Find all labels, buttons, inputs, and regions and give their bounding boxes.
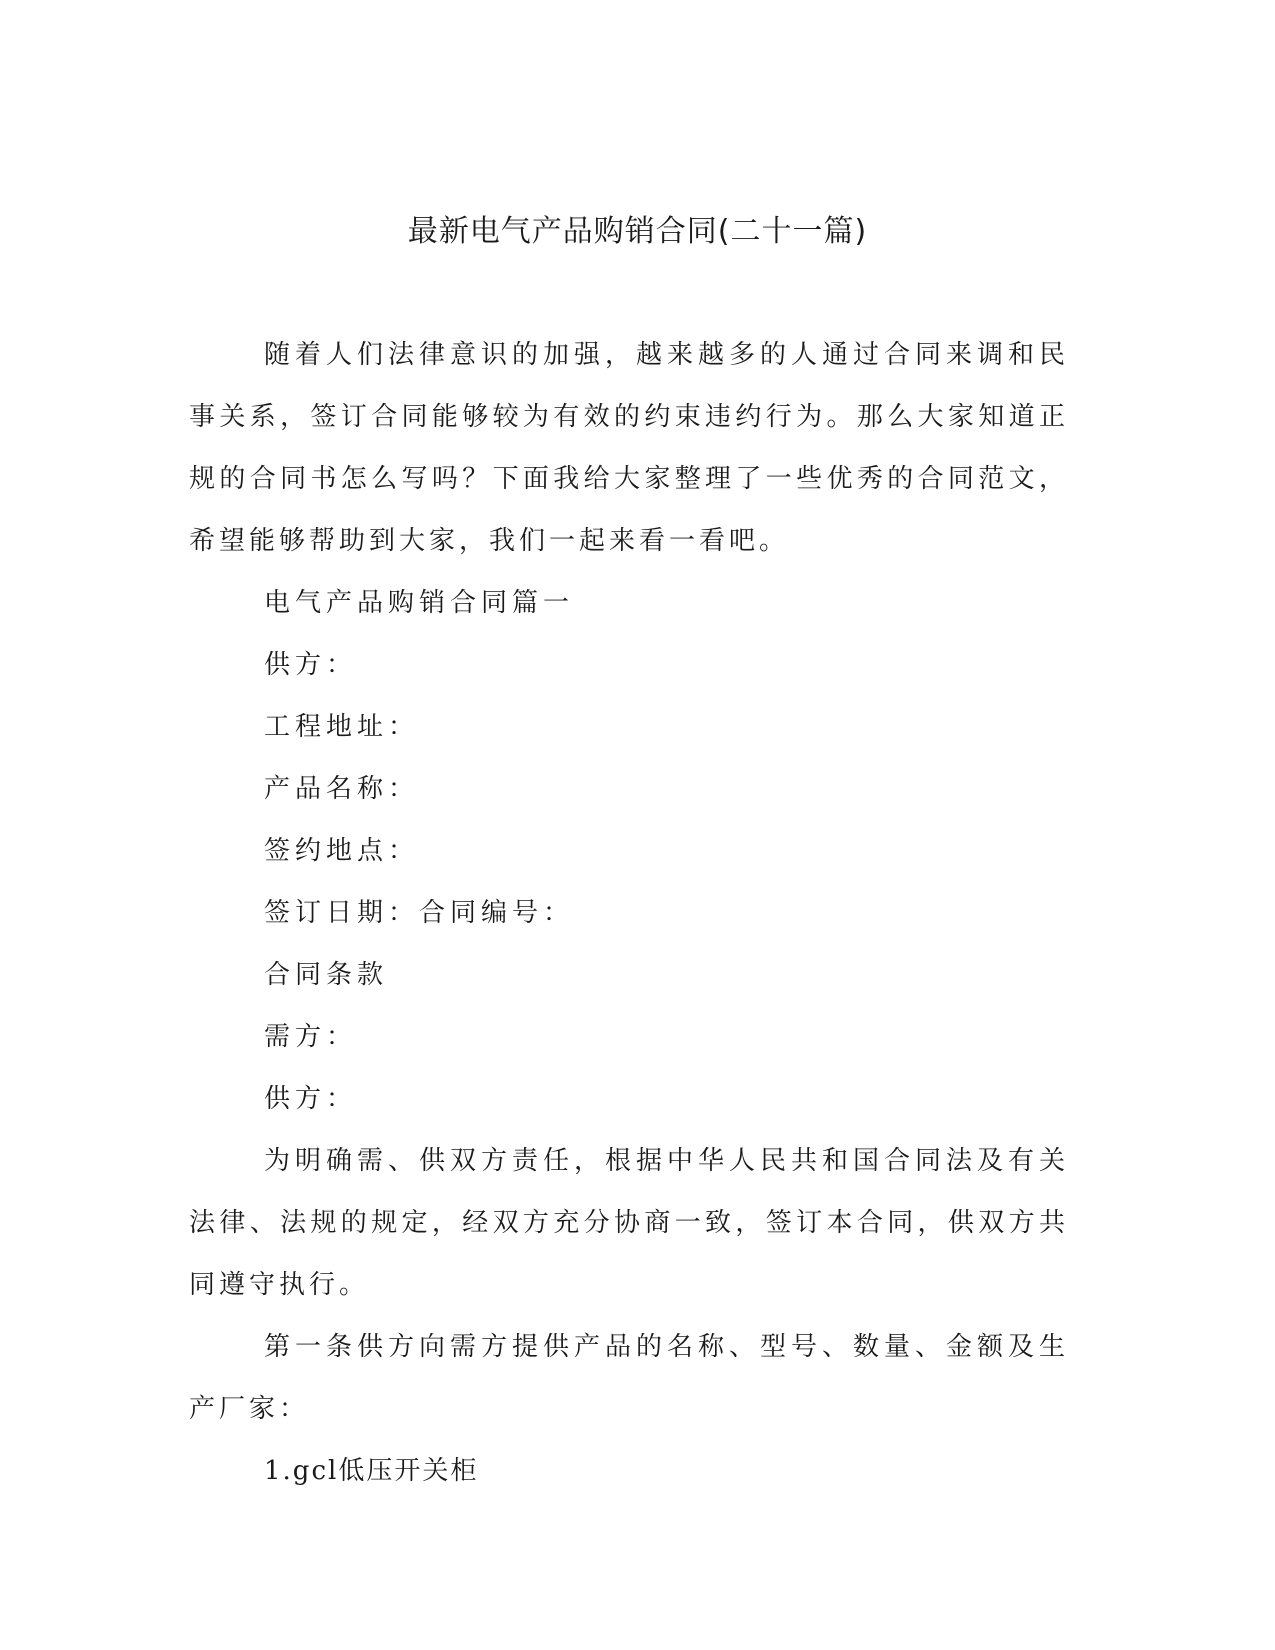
buyer-field: 需方： [264, 1022, 358, 1052]
supplier-field-2: 供方： [264, 1084, 358, 1114]
article-one-paragraph: 第一条供方向需方提供产品的名称、型号、数量、金额及生产厂家： [189, 1332, 1069, 1424]
supplier-field: 供方： [264, 650, 358, 680]
project-address-field: 工程地址： [264, 712, 420, 742]
section-heading: 电气产品购销合同篇一 [264, 588, 575, 618]
document-title: 最新电气产品购销合同(二十一篇) [407, 214, 868, 249]
signing-place-field: 签约地点： [264, 836, 420, 866]
intro-paragraph: 随着人们法律意识的加强，越来越多的人通过合同来调和民事关系，签订合同能够较为有效的约束违约行为。那么大家知道正规的合同书怎么写吗？下面我给大家整理了一些优秀的合同范文，希望能够帮助到大家，我们一起来看一看吧。 [189, 340, 1069, 556]
preamble-paragraph: 为明确需、供双方责任，根据中华人民共和国合同法及有关法律、法规的规定，经双方充分协商一致，签订本合同，供双方共同遵守执行。 [189, 1146, 1069, 1300]
list-item: 1.gcl低压开关柜 [264, 1456, 479, 1486]
document-body [189, 324, 1069, 1502]
signing-date-field: 签订日期：合同编号： [264, 898, 575, 928]
product-name-field: 产品名称： [264, 774, 420, 804]
contract-terms-heading: 合同条款 [264, 960, 389, 990]
